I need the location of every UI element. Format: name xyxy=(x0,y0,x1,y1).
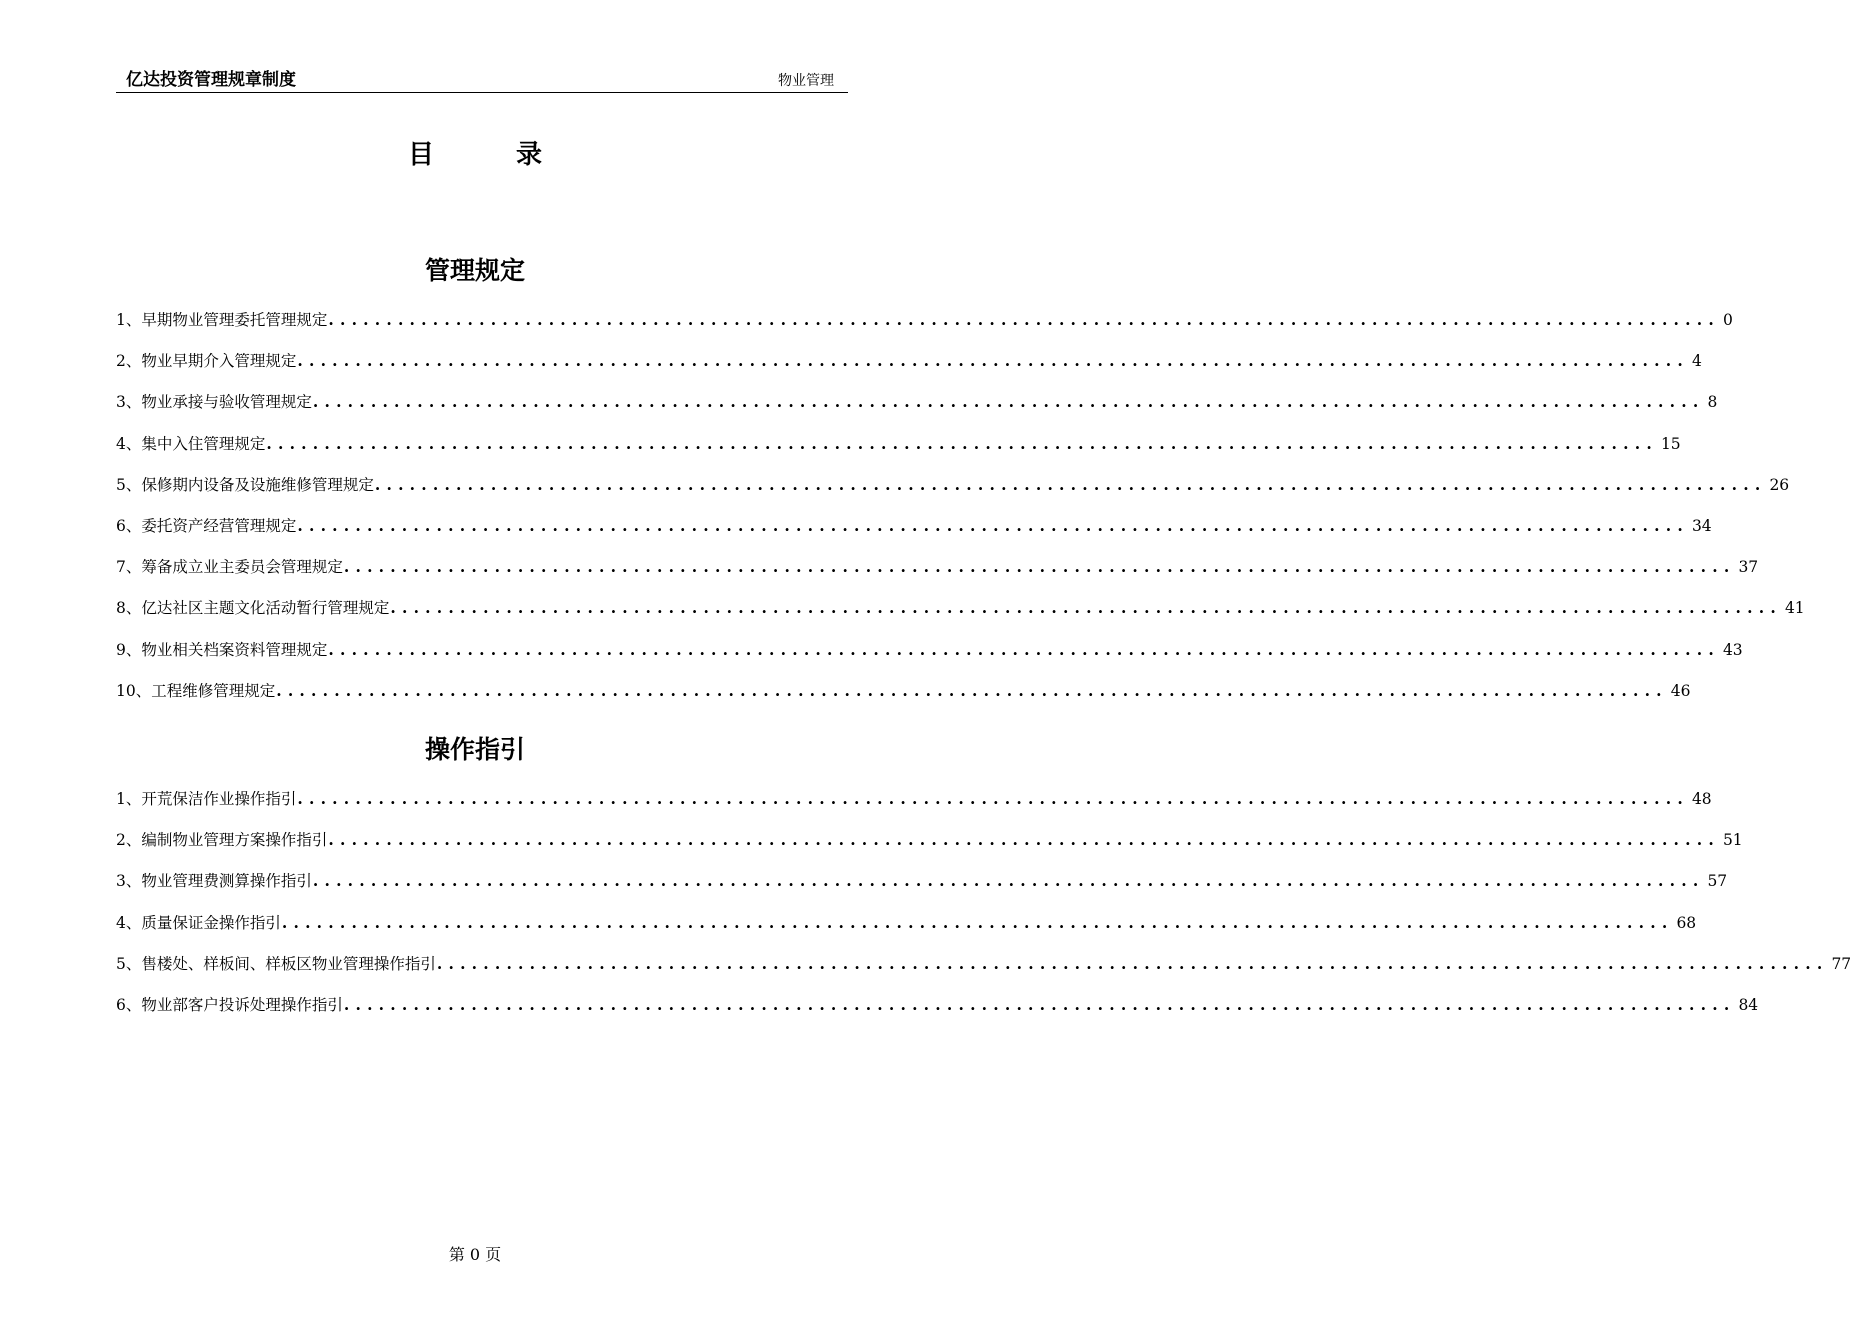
toc-leader-dots: ........................................................................................................................ xyxy=(266,433,1658,453)
section-title-operation-guides: 操作指引 xyxy=(424,735,525,764)
toc-leader-dots: ........................................................................................................................ xyxy=(436,953,1829,973)
page-header xyxy=(116,68,848,93)
toc-entry[interactable] xyxy=(116,349,1702,390)
toc-list-management-rules xyxy=(116,308,1805,720)
toc-entry[interactable] xyxy=(116,638,1743,679)
toc-entry[interactable] xyxy=(116,390,1718,431)
toc-entry-page: 48 xyxy=(1691,790,1712,808)
toc-entry[interactable] xyxy=(116,473,1790,514)
toc-entry-label: 6、委托资产经营管理规定 xyxy=(116,516,297,535)
toc-entry-page: 51 xyxy=(1722,831,1743,850)
toc-entry[interactable] xyxy=(116,596,1805,637)
section-title-management-rules: 管理规定 xyxy=(424,256,525,285)
toc-leader-dots: ........................................................................................................................ xyxy=(312,392,1705,412)
toc-leader-dots: ........................................................................................................................ xyxy=(281,912,1674,932)
toc-leader-dots: ........................................................................................................................ xyxy=(297,515,1689,535)
toc-entry-page: 84 xyxy=(1738,995,1759,1014)
toc-entry-page: 57 xyxy=(1707,872,1728,891)
toc-entry[interactable] xyxy=(116,432,1681,473)
toc-entry[interactable] xyxy=(116,679,1691,720)
toc-entry-page: 8 xyxy=(1707,393,1718,412)
toc-leader-dots: ........................................................................................................................ xyxy=(328,830,1720,850)
toc-entry-page: 15 xyxy=(1660,434,1681,453)
header-category: 物业管理 xyxy=(778,73,834,89)
toc-entry[interactable] xyxy=(116,555,1759,596)
page-title: 目录 xyxy=(407,140,624,170)
toc-entry-page: 43 xyxy=(1722,640,1743,659)
toc-leader-dots: ........................................................................................................................ xyxy=(343,994,1736,1014)
toc-entry-label: 5、售楼处、样板间、样板区物业管理操作指引 xyxy=(116,954,436,973)
toc-entry-page: 37 xyxy=(1738,558,1759,577)
toc-entry-label: 1、开荒保洁作业操作指引 xyxy=(116,790,297,808)
toc-leader-dots: ........................................................................................................................ xyxy=(328,639,1720,659)
toc-leader-dots: ........................................................................................................................ xyxy=(297,351,1689,371)
toc-leader-dots: ........................................................................................................................ xyxy=(390,598,1782,618)
toc-entry-label: 3、物业承接与验收管理规定 xyxy=(116,393,312,412)
toc-entry[interactable] xyxy=(116,911,1697,952)
toc-entry-label: 1、早期物业管理委托管理规定 xyxy=(116,311,328,329)
toc-entry-label: 4、集中入住管理规定 xyxy=(116,434,266,453)
toc-entry-page: 26 xyxy=(1769,475,1790,494)
toc-entry-label: 6、物业部客户投诉处理操作指引 xyxy=(116,995,343,1014)
toc-entry-label: 9、物业相关档案资料管理规定 xyxy=(116,640,328,659)
toc-entry[interactable] xyxy=(116,952,1851,993)
toc-entry[interactable] xyxy=(116,514,1712,555)
toc-entry[interactable] xyxy=(116,787,1712,828)
header-doc-name: 亿达投资管理规章制度 xyxy=(126,70,296,90)
toc-entry-label: 5、保修期内设备及设施维修管理规定 xyxy=(116,475,374,494)
toc-entry-page: 41 xyxy=(1784,599,1805,618)
toc-entry-page: 4 xyxy=(1691,352,1702,371)
toc-entry-page: 0 xyxy=(1722,311,1733,329)
toc-leader-dots: ........................................................................................................................ xyxy=(276,680,1668,700)
toc-entry-page: 46 xyxy=(1670,681,1691,700)
toc-entry-page: 68 xyxy=(1676,913,1697,932)
toc-entry[interactable] xyxy=(116,869,1728,910)
toc-list-operation-guides xyxy=(116,787,1851,1034)
toc-entry-label: 4、质量保证金操作指引 xyxy=(116,913,281,932)
toc-entry[interactable] xyxy=(116,308,1733,349)
toc-leader-dots: ........................................................................................................................ xyxy=(374,474,1767,494)
toc-entry-label: 2、物业早期介入管理规定 xyxy=(116,352,297,371)
toc-leader-dots: ........................................................................................................................ xyxy=(328,310,1720,329)
page-footer-number: 第 0 页 xyxy=(448,1245,502,1264)
toc-entry-label: 3、物业管理费测算操作指引 xyxy=(116,872,312,891)
toc-leader-dots: ........................................................................................................................ xyxy=(343,557,1736,577)
toc-leader-dots: ........................................................................................................................ xyxy=(312,871,1705,891)
toc-entry-page: 34 xyxy=(1691,516,1712,535)
toc-entry-label: 8、亿达社区主题文化活动暂行管理规定 xyxy=(116,599,390,618)
toc-entry[interactable] xyxy=(116,828,1743,869)
toc-entry-label: 10、工程维修管理规定 xyxy=(116,681,276,700)
toc-entry[interactable] xyxy=(116,993,1759,1034)
toc-entry-page: 77 xyxy=(1831,954,1851,973)
toc-leader-dots: ........................................................................................................................ xyxy=(297,789,1689,808)
toc-entry-label: 2、编制物业管理方案操作指引 xyxy=(116,831,328,850)
toc-entry-label: 7、筹备成立业主委员会管理规定 xyxy=(116,558,343,577)
